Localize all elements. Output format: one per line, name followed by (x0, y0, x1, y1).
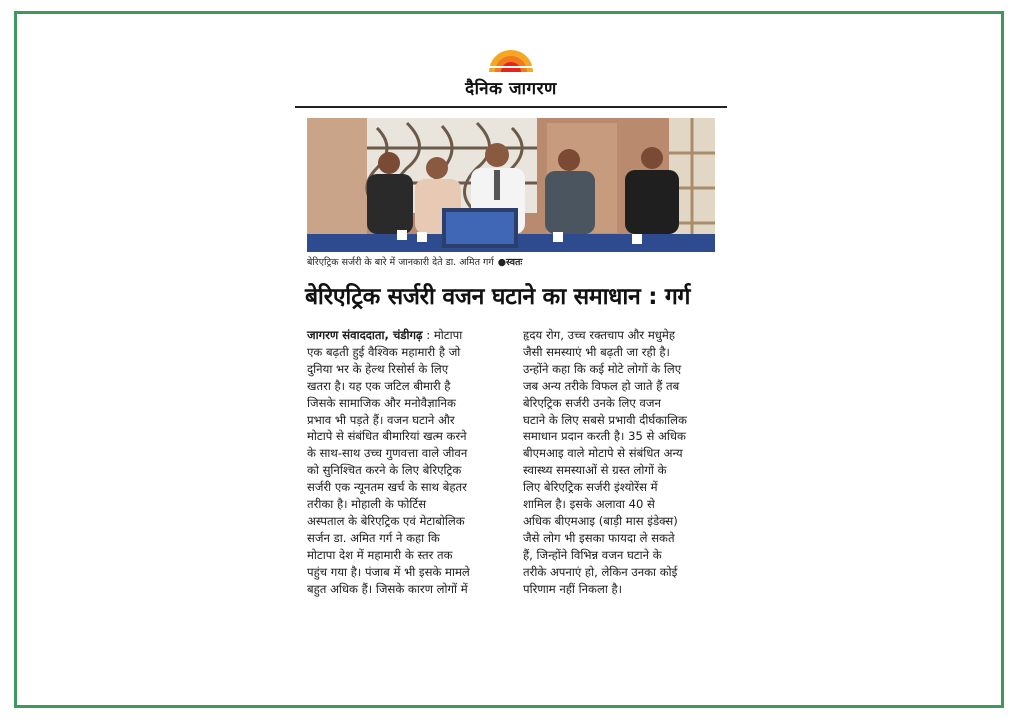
photo-credit: ●स्वतः (497, 257, 523, 268)
text-line: हैं, जिन्होंने विभिन्न वजन घटाने के (523, 547, 662, 562)
masthead-logo-text: दैनिक जागरण (465, 79, 557, 99)
text-line: मोटापे से संबंधित बीमारियां खत्म करने (307, 429, 467, 444)
masthead (293, 38, 729, 104)
article-column-right (523, 327, 723, 598)
article-first-line (307, 327, 507, 344)
text-line: बीएमआइ वाले मोटापे से संबंधित अन्य (523, 446, 683, 461)
text-line: बेरिएट्रिक सर्जरी उनके लिए वजन (523, 395, 661, 410)
text-line: पहुंच गया है। पंजाब में भी इसके मामले (307, 564, 470, 579)
text-line: हृदय रोग, उच्च रक्तचाप और मधुमेह (523, 328, 675, 342)
text-line: उन्होंने कहा कि कई मोटे लोगों के लिए (523, 361, 682, 376)
text-line: सर्जन डा. अमित गर्ग ने कहा कि (307, 530, 440, 545)
text-line: मोटापा देश में महामारी के स्तर तक (307, 547, 453, 562)
newspaper-clipping (293, 38, 729, 680)
text-line: के साथ-साथ उच्च गुणवत्ता वाले जीवन (307, 446, 468, 461)
photo-caption (307, 256, 715, 270)
article-headline: बेरिएट्रिक सर्जरी वजन घटाने का समाधान : गर्ग (305, 284, 691, 310)
article-first-line-tail: : मोटापा (426, 328, 463, 342)
text-line: लिए बेरिएट्रिक सर्जरी इंश्योरेंस में (523, 480, 658, 495)
text-line: जिसके सामाजिक और मनोवैज्ञानिक (307, 395, 456, 410)
text-line: एक बढ़ती हुई वैश्विक महामारी है जो (307, 344, 461, 359)
text-line: प्रभाव भी पड़ते हैं। वजन घटाने और (307, 412, 455, 427)
text-line: तरीका है। मोहाली के फोर्टिस (307, 497, 427, 512)
text-line: को सुनिश्चित करने के लिए बेरिएट्रिक (307, 463, 462, 478)
article-byline: जागरण संवाददाता, चंडीगढ़ (307, 328, 423, 342)
text-line: घटाने के लिए सबसे प्रभावी दीर्घकालिक (523, 412, 687, 427)
text-line: बहुत अधिक हैं। जिसके कारण लोगों में (307, 581, 468, 596)
photo-caption-text: बेरिएट्रिक सर्जरी के बारे में जानकारी देते डा. अमित गर्ग (307, 257, 494, 268)
text-line: जैसी समस्याएं भी बढ़ती जा रही है। (523, 344, 670, 359)
text-line: शामिल है। इसके अलावा 40 से (523, 497, 655, 512)
masthead-rule (295, 106, 727, 108)
text-line: समाधान प्रदान करती है। 35 से अधिक (523, 429, 686, 444)
text-line: खतरा है। यह एक जटिल बीमारी है (307, 378, 451, 393)
text-line: अधिक बीएमआइ (बाड़ी मास इंडेक्स) (523, 513, 678, 528)
text-line: परिणाम नहीं निकला है। (523, 581, 623, 596)
text-line: तरीके अपनाएं हो, लेकिन उनका कोई (523, 564, 678, 579)
press-conference-photo (307, 118, 715, 252)
text-line: सर्जरी एक न्यूनतम खर्च के साथ बेहतर (307, 480, 467, 495)
rising-sun-logo (486, 44, 536, 72)
text-line: अस्पताल के बेरिएट्रिक एवं मेटाबोलिक (307, 513, 465, 528)
text-line: जैसे लोग भी इसका फायदा ले सकते (523, 530, 675, 545)
text-line: जब अन्य तरीके विफल हो जाते हैं तब (523, 378, 680, 393)
text-line: दुनिया भर के हेल्थ रिसोर्स के लिए (307, 361, 449, 376)
article-column-left (307, 327, 507, 598)
text-line: स्वास्थ्य समस्याओं से ग्रस्त लोगों के (523, 463, 667, 478)
